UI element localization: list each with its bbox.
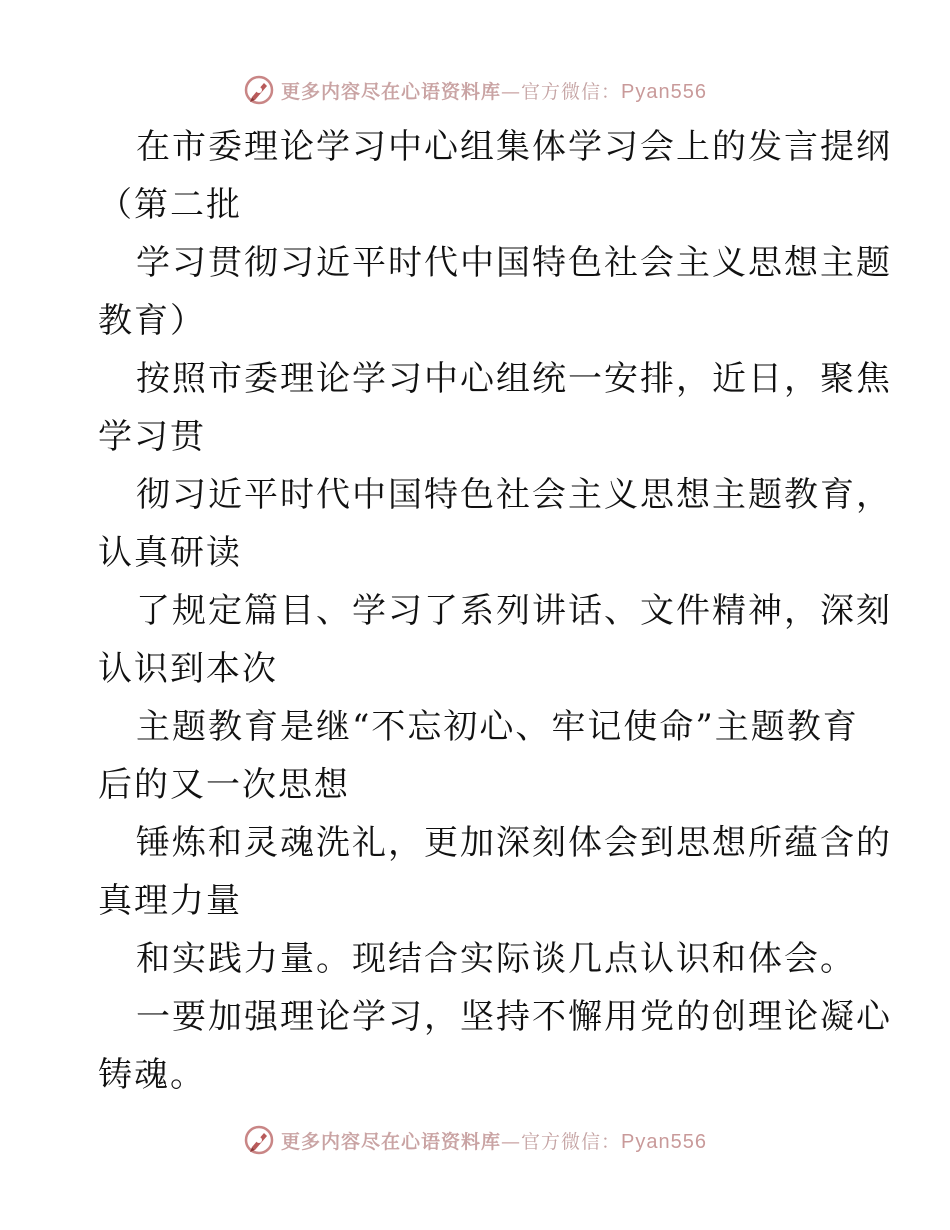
text-line: 了规定篇目、学习了系列讲话、文件精神，深刻 bbox=[136, 591, 892, 631]
text-line: 学习贯彻习近平时代中国特色社会主义思想主题 bbox=[136, 243, 892, 283]
watermark-sub: 官方微信： bbox=[521, 1130, 622, 1153]
text-line: 铸魂。 bbox=[98, 1055, 206, 1095]
text-line: 后的又一次思想 bbox=[98, 765, 350, 805]
watermark-main: 更多内容尽在心语资料库 bbox=[281, 80, 502, 103]
text-line: 一要加强理论学习，坚持不懈用党的创理论凝心 bbox=[136, 997, 892, 1037]
watermark-id: Pyan556 bbox=[621, 80, 707, 103]
text-line: 认识到本次 bbox=[98, 649, 278, 689]
text-line: 和实践力量。现结合实际谈几点认识和体会。 bbox=[136, 939, 856, 979]
text-line: 按照市委理论学习中心组统一安排，近日，聚焦 bbox=[136, 359, 892, 399]
watermark-text bbox=[281, 77, 707, 104]
watermark-main: 更多内容尽在心语资料库 bbox=[281, 1130, 502, 1153]
document-body bbox=[98, 118, 892, 1104]
watermark-dash: — bbox=[501, 80, 522, 103]
text-line: 学习贯 bbox=[98, 417, 206, 457]
watermark-dash: — bbox=[501, 1130, 522, 1153]
pen-logo-icon bbox=[243, 74, 275, 106]
text-line: 锤炼和灵魂洗礼，更加深刻体会到思想所蕴含的 bbox=[136, 823, 892, 863]
pen-logo-icon bbox=[243, 1124, 275, 1156]
text-line: 彻习近平时代中国特色社会主义思想主题教育， bbox=[136, 475, 892, 515]
text-line: 在市委理论学习中心组集体学习会上的发言提纲 bbox=[136, 127, 892, 167]
watermark-sub: 官方微信： bbox=[521, 80, 622, 103]
text-line: 主题教育是继“不忘初心、牢记使命”主题教育 bbox=[136, 707, 859, 747]
header-watermark bbox=[0, 70, 950, 110]
watermark-text bbox=[281, 1127, 707, 1154]
footer-watermark bbox=[0, 1120, 950, 1160]
text-line: （第二批 bbox=[98, 185, 242, 225]
text-line: 真理力量 bbox=[98, 881, 242, 921]
text-line: 认真研读 bbox=[98, 533, 242, 573]
text-line: 教育） bbox=[98, 301, 206, 341]
watermark-id: Pyan556 bbox=[621, 1130, 707, 1153]
